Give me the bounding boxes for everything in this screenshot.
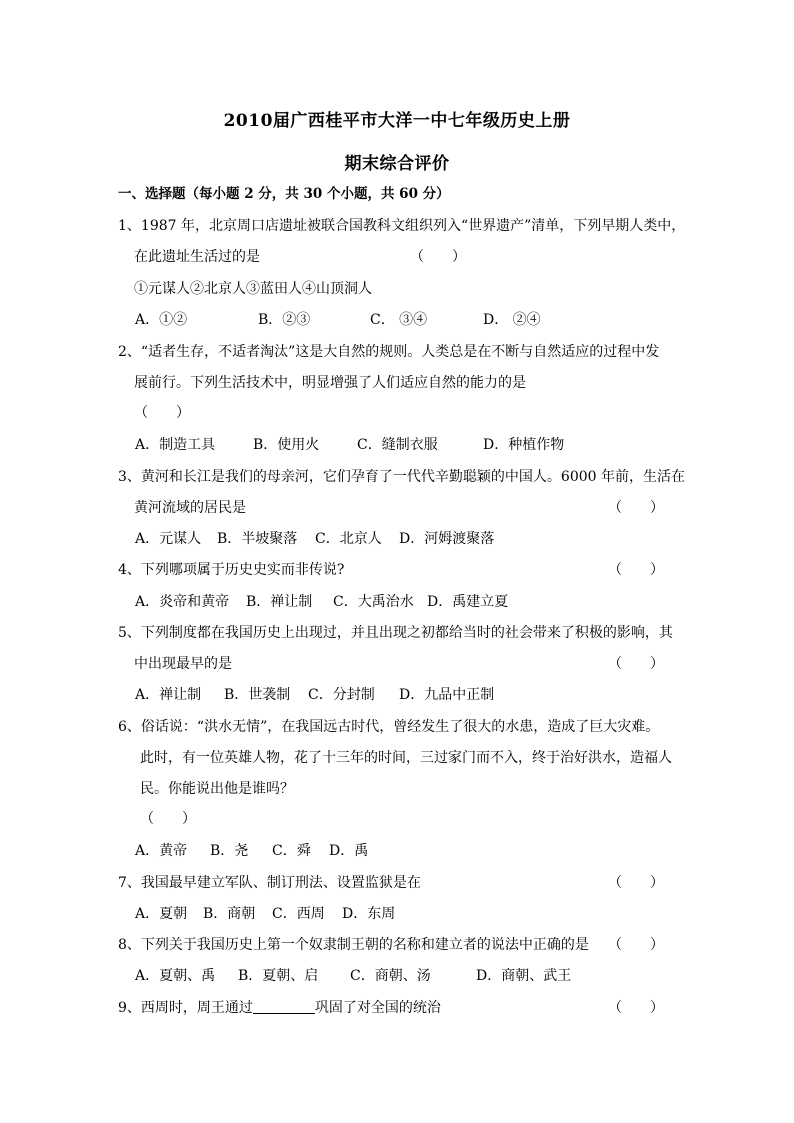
question-3-line2: 黄河流域的居民是 bbox=[134, 500, 246, 516]
option-a: A．制造工具 bbox=[135, 437, 216, 453]
question-1-extra: ①元谋人②北京人③蓝田人④山顶洞人 bbox=[134, 281, 372, 297]
option-a: A．①② bbox=[135, 312, 188, 328]
option-c: C．商朝、汤 bbox=[350, 968, 431, 984]
question-2-line1: 2、“适者生存，不适者淘汰”这是大自然的规则。人类总是在不断与自然适应的过程中发 bbox=[118, 344, 660, 360]
option-d: D．九品中正制 bbox=[399, 687, 495, 703]
option-a: A．元谋人 bbox=[135, 531, 202, 547]
option-d: D． ②④ bbox=[483, 312, 541, 328]
question-6-line1: 6、俗话说：“洪水无情”，在我国远古时代，曾经发生了很大的水患，造成了巨大灾难。 bbox=[118, 719, 660, 735]
answer-paren-9: （ ） bbox=[608, 1000, 664, 1016]
question-8-line1: 8、下列关于我国历史上第一个奴隶制王朝的名称和建立者的说法中正确的是 bbox=[118, 937, 589, 953]
answer-paren-8: （ ） bbox=[608, 937, 664, 953]
option-b: B．使用火 bbox=[253, 437, 320, 453]
option-c: C． ③④ bbox=[370, 312, 428, 328]
option-a: A．夏朝 bbox=[135, 906, 188, 922]
question-3-line1: 3、黄河和长江是我们的母亲河，它们孕育了一代代辛勤聪颖的中国人。6000 年前，生活在 bbox=[118, 469, 685, 485]
question-5-line2: 中出现最早的是 bbox=[134, 656, 232, 672]
option-c: C．北京人 bbox=[315, 531, 382, 547]
question-4-line1: 4、下列哪项属于历史史实而非传说? bbox=[118, 562, 345, 578]
answer-paren-3: （ ） bbox=[608, 500, 664, 516]
answer-paren-5: （ ） bbox=[608, 656, 664, 672]
answer-paren-4: （ ） bbox=[608, 562, 664, 578]
option-c: C．缝制衣服 bbox=[357, 437, 438, 453]
question-2-line2: 展前行。下列生活技术中，明显增强了人们适应自然的能力的是 bbox=[134, 375, 526, 391]
option-a: A．炎帝和黄帝 bbox=[135, 594, 230, 610]
question-1-line2: 在此遗址生活过的是 bbox=[134, 249, 260, 265]
option-b: B．世袭制 bbox=[224, 687, 291, 703]
fill-in-blank bbox=[253, 999, 315, 1014]
question-9-text-after: 巩固了对全国的统治 bbox=[314, 1000, 441, 1016]
option-c: C．舜 bbox=[272, 843, 311, 859]
option-a: A．夏朝、禹 bbox=[135, 968, 216, 984]
option-c: C．大禹治水 bbox=[333, 594, 414, 610]
answer-paren-1: （ ） bbox=[410, 249, 466, 265]
option-a: A．黄帝 bbox=[135, 843, 188, 859]
question-6-line2: 此时，有一位英雄人物，花了十三年的时间，三过家门而不入，终于治好洪水，造福人 bbox=[140, 750, 672, 766]
question-7-line1: 7、我国最早建立军队、制订刑法、设置监狱是在 bbox=[118, 875, 421, 891]
option-d: D．禹建立夏 bbox=[427, 594, 509, 610]
answer-paren-7: （ ） bbox=[608, 875, 664, 891]
exam-subtitle: 期末综合评价 bbox=[344, 154, 450, 174]
option-c: C．西周 bbox=[272, 906, 325, 922]
option-b: B．②③ bbox=[258, 312, 311, 328]
option-a: A．禅让制 bbox=[135, 687, 202, 703]
option-b: B．半坡聚落 bbox=[217, 531, 298, 547]
option-b: B．夏朝、启 bbox=[238, 968, 319, 984]
option-d: D．河姆渡聚落 bbox=[399, 531, 495, 547]
question-5-line1: 5、下列制度都在我国历史上出现过，并且出现之初都给当时的社会带来了积极的影响，其 bbox=[118, 625, 673, 641]
answer-paren-2: （ ） bbox=[134, 405, 190, 421]
option-d: D．种植作物 bbox=[483, 437, 565, 453]
section-heading: 一、选择题（每小题 2 分，共 30 个小题，共 60 分） bbox=[118, 186, 450, 202]
option-d: D．东周 bbox=[342, 906, 396, 922]
exam-title: 2010届广西桂平市大洋一中七年级历史上册 bbox=[223, 111, 571, 131]
question-6-line3: 民。你能说出他是谁吗？ bbox=[140, 781, 294, 797]
question-1-line1: 1、1987 年，北京周口店遗址被联合国教科文组织列入“世界遗产”清单，下列早期人类中， bbox=[118, 218, 686, 234]
option-b: B．禅让制 bbox=[246, 594, 313, 610]
question-9-line1 bbox=[118, 998, 441, 1018]
option-b: B．商朝 bbox=[203, 906, 256, 922]
option-d: D．商朝、武王 bbox=[476, 968, 572, 984]
option-b: B．尧 bbox=[210, 843, 249, 859]
answer-paren-6: （ ） bbox=[140, 811, 196, 827]
option-d: D．禹 bbox=[329, 843, 369, 859]
question-9-text-before: 9、西周时，周王通过 bbox=[118, 1000, 253, 1016]
option-c: C．分封制 bbox=[308, 687, 375, 703]
